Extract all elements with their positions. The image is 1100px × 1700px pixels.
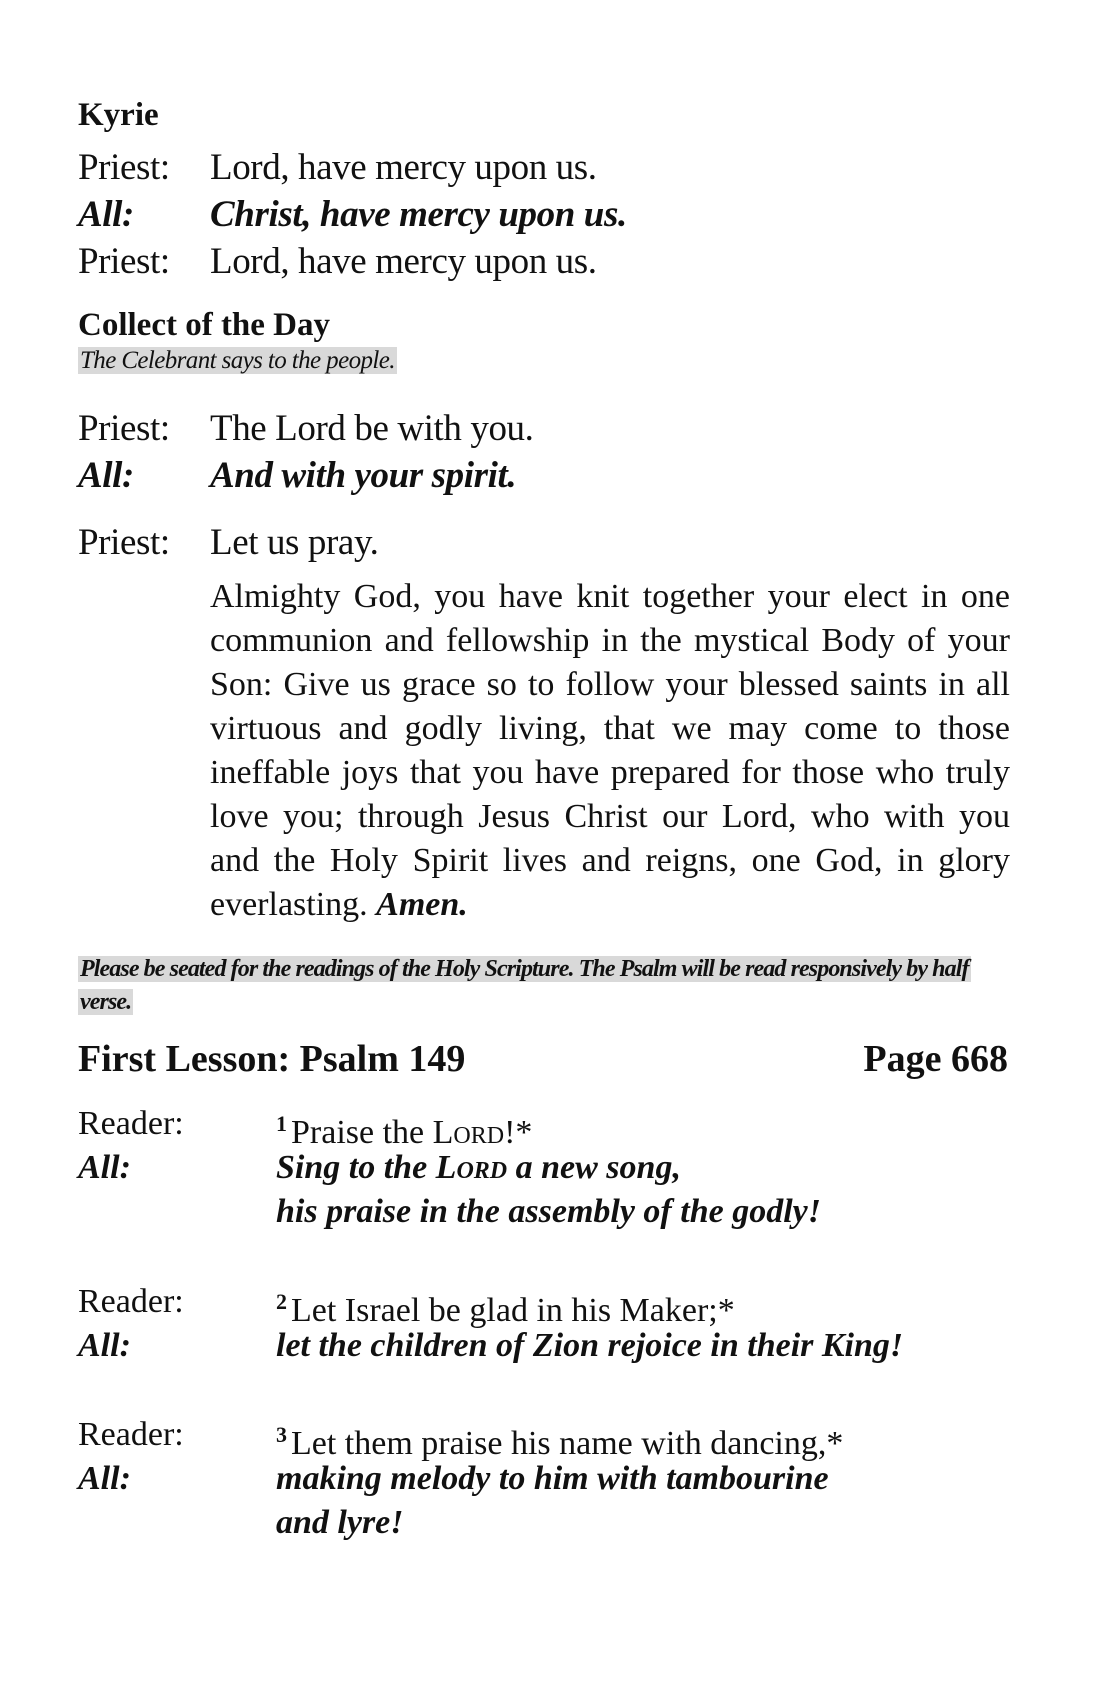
amen-text: Amen. <box>376 886 468 923</box>
speaker-label: Reader: <box>78 1416 184 1453</box>
kyrie-heading: Kyrie <box>78 97 159 133</box>
readings-rubric <box>78 953 1018 1019</box>
text-part: !* <box>504 1114 533 1151</box>
speaker-label: Reader: <box>78 1105 184 1142</box>
speaker-label: All: <box>78 1460 131 1497</box>
invitation-text: Let us pray. <box>210 522 379 563</box>
kyrie-text: Lord, have mercy upon us. <box>210 241 597 282</box>
text-part: Let them praise his name with dancing,* <box>291 1425 844 1462</box>
psalm-all-text <box>276 1146 681 1190</box>
speaker-label: All: <box>78 1149 131 1186</box>
speaker-label: All: <box>78 194 134 235</box>
text-part: a new song, <box>507 1149 681 1186</box>
speaker-label: Priest: <box>78 408 170 449</box>
speaker-label: Priest: <box>78 147 170 188</box>
text-part: Let Israel be glad in his Maker;* <box>291 1292 735 1329</box>
psalm-all-text: let the children of Zion rejoice in their King! <box>276 1327 904 1364</box>
collect-prayer <box>210 575 1010 927</box>
speaker-label: Reader: <box>78 1283 184 1320</box>
salutation-text: The Lord be with you. <box>210 408 534 449</box>
verse-number: 1 <box>276 1111 287 1136</box>
lesson-title: First Lesson: Psalm 149 <box>78 1038 466 1080</box>
psalm-all-text: his praise in the assembly of the godly! <box>276 1193 821 1230</box>
lesson-page-reference: Page 668 <box>863 1038 1008 1080</box>
verse-number: 3 <box>276 1422 287 1447</box>
collect-rubric-text: The Celebrant says to the people. <box>80 347 395 374</box>
speaker-label: All: <box>78 1327 131 1364</box>
speaker-label: Priest: <box>78 241 170 282</box>
text-part: Sing to the <box>276 1149 436 1186</box>
text-part: Praise the <box>291 1114 433 1151</box>
speaker-label: Priest: <box>78 522 170 563</box>
speaker-label: All: <box>78 455 134 496</box>
divine-name: Lord <box>432 1114 505 1151</box>
verse-number: 2 <box>276 1289 287 1314</box>
kyrie-text: Christ, have mercy upon us. <box>210 194 627 235</box>
kyrie-text: Lord, have mercy upon us. <box>210 147 597 188</box>
lesson-title-row <box>78 1036 1008 1082</box>
psalm-all-text: making melody to him with tambourine <box>276 1460 829 1497</box>
collect-prayer-text: Almighty God, you have knit together your elect in one communion and fellowship in the mystical Body of your Son: Give us grace so to follow your blessed saints in all virtuous and godly living, that we may come to those ineffable joys that you have prepared for those who truly love you; through Jesus Christ our Lord, who with you and the Holy Spirit lives and reigns, one God, in glory everlasting. <box>210 578 1010 923</box>
collect-heading: Collect of the Day <box>78 307 331 343</box>
collect-rubric <box>78 345 397 376</box>
salutation-text: And with your spirit. <box>210 455 517 496</box>
psalm-all-text: and lyre! <box>276 1504 404 1541</box>
readings-rubric-text: Please be seated for the readings of the Holy Scripture. The Psalm will be read responsively by half verse. <box>80 956 969 1015</box>
divine-name: Lord <box>435 1149 508 1186</box>
